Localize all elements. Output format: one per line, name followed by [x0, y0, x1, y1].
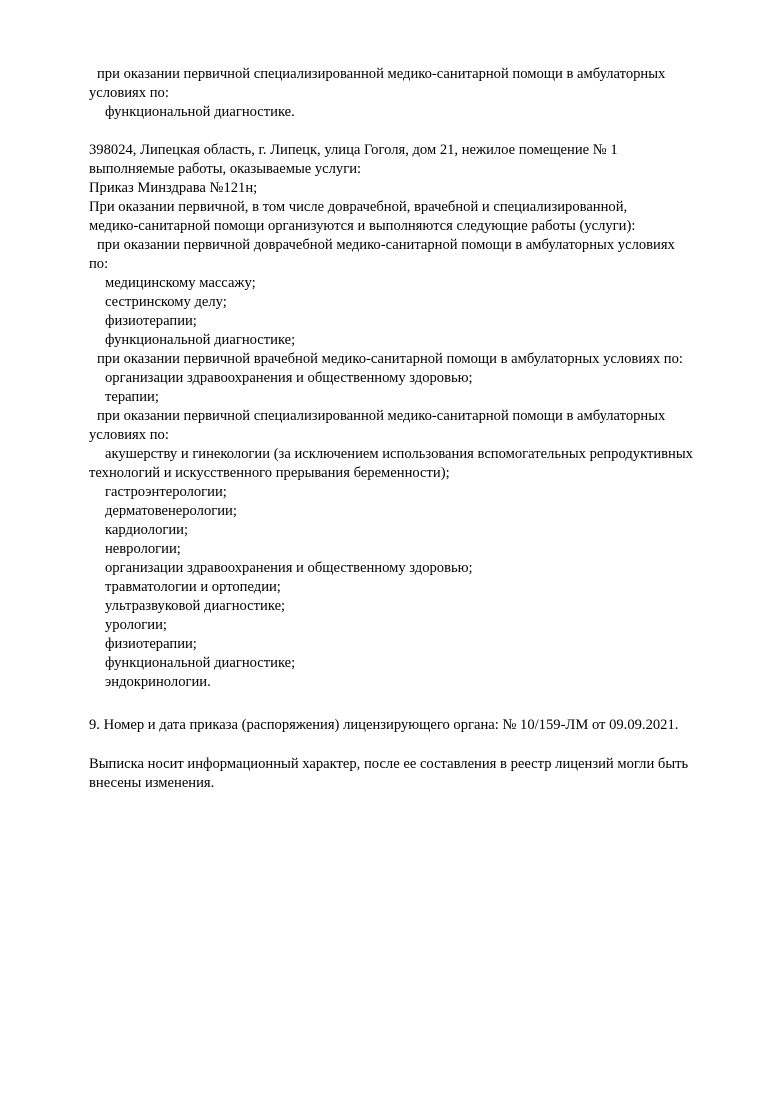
- text-line: Приказ Минздрава №121н;: [89, 180, 258, 196]
- services-continuation: [89, 65, 759, 122]
- list-item: неврологии;: [105, 541, 181, 557]
- list-item: эндокринологии.: [105, 674, 211, 690]
- text-line: медико-санитарной помощи организуются и выполняются следующие работы (услуги):: [89, 218, 636, 234]
- list-item: ультразвуковой диагностике;: [105, 598, 286, 614]
- list-item: организации здравоохранения и общественному здоровью;: [105, 370, 473, 386]
- disclaimer-note: [89, 755, 759, 793]
- order-line: 9. Номер и дата приказа (распоряжения) лицензирующего органа: № 10/159-ЛМ от 09.09.2021.: [89, 717, 679, 733]
- list-item: акушерству и гинекологии (за исключением использования вспомогательных репродуктивных: [105, 446, 693, 462]
- text-line: Выписка носит информационный характер, после ее составления в реестр лицензий могли быть: [89, 756, 689, 772]
- address-services-section: [89, 141, 759, 692]
- address-line: 398024, Липецкая область, г. Липецк, улица Гоголя, дом 21, нежилое помещение № 1: [89, 142, 618, 158]
- text-line: при оказании первичной специализированной медико-санитарной помощи в амбулаторных: [97, 408, 666, 424]
- text-line: функциональной диагностике.: [105, 104, 295, 120]
- text-line: При оказании первичной, в том числе доврачебной, врачебной и специализированной,: [89, 199, 628, 215]
- list-item: урологии;: [105, 617, 167, 633]
- text-line: технологий и искусственного прерывания беременности);: [89, 465, 450, 481]
- list-item: терапии;: [105, 389, 159, 405]
- license-order-section: [89, 716, 759, 735]
- list-item: организации здравоохранения и общественному здоровью;: [105, 560, 473, 576]
- list-item: дерматовенерологии;: [105, 503, 237, 519]
- text-line: по:: [89, 256, 109, 272]
- list-item: физиотерапии;: [105, 636, 197, 652]
- text-line: внесены изменения.: [89, 775, 215, 791]
- list-item: гастроэнтерологии;: [105, 484, 227, 500]
- list-item: функциональной диагностике;: [105, 332, 296, 348]
- text-line: условиях по:: [89, 85, 169, 101]
- list-item: кардиологии;: [105, 522, 189, 538]
- list-item: медицинскому массажу;: [105, 275, 256, 291]
- list-item: функциональной диагностике;: [105, 655, 296, 671]
- text-line: при оказании первичной специализированной медико-санитарной помощи в амбулаторных: [97, 66, 666, 82]
- text-line: условиях по:: [89, 427, 169, 443]
- text-line: выполняемые работы, оказываемые услуги:: [89, 161, 362, 177]
- text-line: при оказании первичной доврачебной медико-санитарной помощи в амбулаторных условиях: [97, 237, 675, 253]
- text-line: при оказании первичной врачебной медико-санитарной помощи в амбулаторных условиях по:: [97, 351, 683, 367]
- list-item: сестринскому делу;: [105, 294, 227, 310]
- list-item: травматологии и ортопедии;: [105, 579, 281, 595]
- list-item: физиотерапии;: [105, 313, 197, 329]
